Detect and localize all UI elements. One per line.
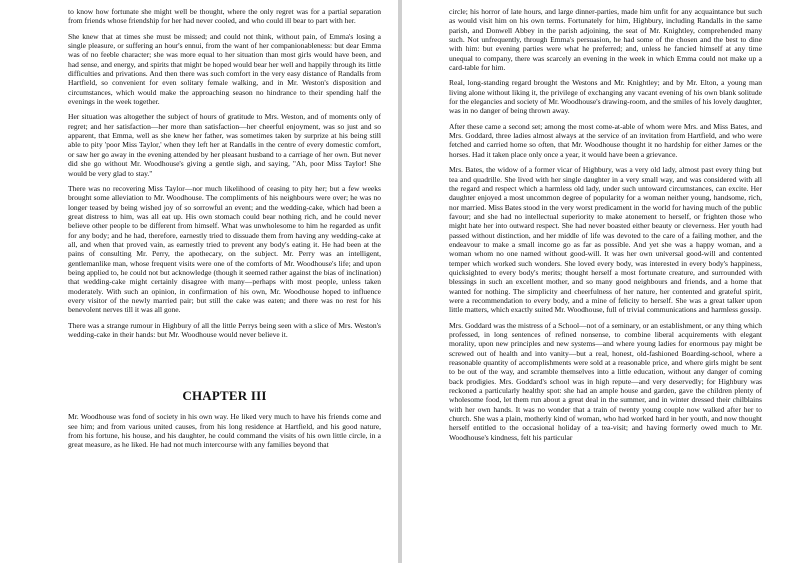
paragraph: Mrs. Bates, the widow of a former vicar of Highbury, was a very old lady, almost past every thing but tea and quadrille. She lived with her single daughter in a very small way, and was considered with all the regard and respect which a harmless old lady, under such untoward circumstances, can excite. Her daughter enjoyed a most uncommon degree of popularity for a woman neither young, handsome, rich, nor married. Miss Bates stood in the very worst predicament in the world for having much of the public favour; and she had no intellectual superiority to make atonement to herself, or frighten those who might hate her into outward respect. She had never boasted either beauty or cleverness. Her youth had passed without distinction, and her middle of life was devoted to the care of a failing mother, and the endeavour to make a small income go as far as possible. And yet she was a happy woman, and a woman whom no one named without good-will. It was her own universal good-will and contented temper which worked such wonders. She loved every body, was interested in every body's happiness, quicksighted to every body's merits; thought herself a most fortunate creature, and surrounded with blessings in such an excellent mother, and so many good neighbours and friends, and a home that wanted for nothing. The simplicity and cheerfulness of her nature, her contented and grateful spirit, were a recommendation to every body, and a mine of felicity to herself. She was a great talker upon little matters, which exactly suited Mr. Woodhouse, full of trivial communications and harmless gossip. [449, 165, 762, 315]
paragraph: circle; his horror of late hours, and large dinner-parties, made him unfit for any acquaintance but such as would visit him on his own terms. Fortunately for him, Highbury, including Randalls in the same parish, and Donwell Abbey in the parish adjoining, the seat of Mr. Knightley, comprehended many such. Not unfrequently, through Emma's persuasion, he had some of the chosen and the best to dine with him: but evening parties were what he preferred; and, unless he fancied himself at any time unequal to company, there was scarcely an evening in the week in which Emma could not make up a card-table for him. [449, 7, 762, 73]
paragraph: Her situation was altogether the subject of hours of gratitude to Mrs. Weston, and of moments only of regret; and her satisfaction—her more than satisfaction—her cheerful enjoyment, was so just and so apparent, that Emma, well as she knew her father, was sometimes taken by surprize at his being still able to pity 'poor Miss Taylor,' when they left her at Randalls in the centre of every domestic comfort, or saw her go away in the evening attended by her pleasant husband to a carriage of her own. But never did she go without Mr. Woodhouse's giving a gentle sigh, and saying, "Ah, poor Miss Taylor! She would be very glad to stay." [68, 112, 381, 178]
paragraph: After these came a second set; among the most come-at-able of whom were Mrs. and Miss Bates, and Mrs. Goddard, three ladies almost always at the service of an invitation from Hartfield, and who were fetched and carried home so often, that Mr. Woodhouse thought it no hardship for either James or the horses. Had it taken place only once a year, it would have been a grievance. [449, 121, 762, 159]
chapter-heading: CHAPTER III [182, 388, 267, 404]
paragraph: to know how fortunate she might well be thought, where the only regret was for a partial separation from friends whose friendship for her had never cooled, and who could ill bear to part with her. [68, 7, 381, 26]
paragraph: Mr. Woodhouse was fond of society in his own way. He liked very much to have his friends come and see him; and from various united causes, from his long residence at Hartfield, and his good nature, from his fortune, his house, and his daughter, he could command the visits of his own little circle, in a great measure, as he liked. He had not much intercourse with any families beyond that [68, 412, 381, 450]
left-page [0, 0, 398, 563]
paragraph: There was a strange rumour in Highbury of all the little Perrys being seen with a slice of Mrs. Weston's wedding-cake in their hands: but Mr. Woodhouse would never believe it. [68, 320, 381, 339]
paragraph: There was no recovering Miss Taylor—nor much likelihood of ceasing to pity her; but a few weeks brought some alleviation to Mr. Woodhouse. The compliments of his neighbours were over; he was no longer teased by being wished joy of so sorrowful an event; and the wedding-cake, which had been a great distress to him, was all eat up. His own stomach could bear nothing rich, and he could never believe other people to be different from himself. What was unwholesome to him he regarded as unfit for any body; and he had, therefore, earnestly tried to dissuade them from having any wedding-cake at all, and when that proved vain, as earnestly tried to prevent any body's eating it. He had been at the pains of consulting Mr. Perry, the apothecary, on the subject. Mr. Perry was an intelligent, gentlemanlike man, whose frequent visits were one of the comforts of Mr. Woodhouse's life; and upon being applied to, he could not but acknowledge (though it seemed rather against the bias of inclination) that wedding-cake might certainly disagree with many—perhaps with most people, unless taken moderately. With such an opinion, in confirmation of his own, Mr. Woodhouse hoped to influence every visitor of the newly married pair; but still the cake was eaten; and there was no rest for his benevolent nerves till it was all gone. [68, 183, 381, 315]
paragraph: Mrs. Goddard was the mistress of a School—not of a seminary, or an establishment, or any thing which professed, in long sentences of refined nonsense, to combine liberal acquirements with elegant morality, upon new principles and new systems—and where young ladies for enormous pay might be screwed out of health and into vanity—but a real, honest, old-fashioned Boarding-school, where a reasonable quantity of accomplishments were sold at a reasonable price, and where girls might be sent to be out of the way, and scramble themselves into a little education, without any danger of coming back prodigies. Mrs. Goddard's school was in high repute—and very deservedly; for Highbury was reckoned a particularly healthy spot: she had an ample house and garden, gave the children plenty of wholesome food, let them run about a great deal in the summer, and in winter dressed their chilblains with her own hands. It was no wonder that a train of twenty young couple now walked after her to church. She was a plain, motherly kind of woman, who had worked hard in her youth, and now thought herself entitled to the occasional holiday of a tea-visit; and having formerly owed much to Mr. Woodhouse's kindness, felt his particular [449, 320, 762, 442]
right-text-column [449, 7, 762, 448]
paragraph: Real, long-standing regard brought the Westons and Mr. Knightley; and by Mr. Elton, a young man living alone without liking it, the privilege of exchanging any vacant evening of his own blank solitude for the elegancies and society of Mr. Woodhouse's drawing-room, and the smiles of his lovely daughter, was in no danger of being thrown away. [449, 78, 763, 116]
right-page [402, 0, 800, 563]
left-text-column [68, 7, 381, 456]
paragraph: She knew that at times she must be missed; and could not think, without pain, of Emma's losing a single pleasure, or suffering an hour's ennui, from the want of her companionableness: but dear Emma was of no feeble character; she was more equal to her situation than most girls would have been, and had sense, and energy, and spirits that might be hoped would bear her well and happily through its little difficulties and privations. And then there was such comfort in the very easy distance of Randalls from Hartfield, so convenient for even solitary female walking, and in Mr. Weston's disposition and circumstances, which would make the approaching season no hindrance to their spending half the evenings in the week together. [68, 31, 381, 107]
